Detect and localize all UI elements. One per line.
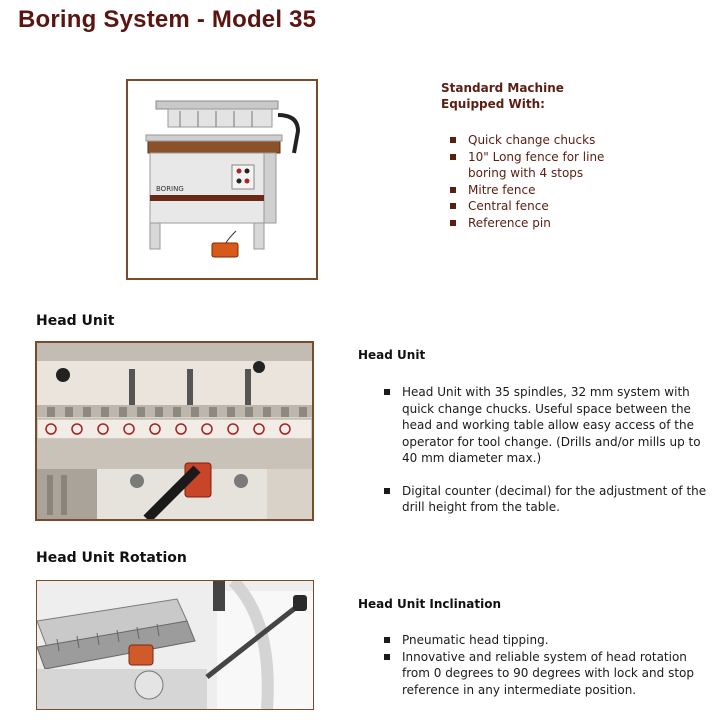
head-unit-photo [35, 341, 314, 521]
list-item: Digital counter (decimal) for the adjustment of the drill height from the table. [380, 483, 713, 516]
list-item: Innovative and reliable system of head rotation from 0 degrees to 90 degrees with lock and stop reference in any intermediate position. [380, 649, 713, 699]
head-unit-feature-list [380, 384, 713, 516]
head-rotation-photo [36, 580, 314, 710]
head-rotation-section-title: Head Unit Rotation [36, 550, 187, 566]
machine-panel-label: BORING [156, 185, 184, 193]
head-inclination-sub-heading: Head Unit Inclination [358, 597, 501, 611]
list-item: Central fence [446, 198, 621, 215]
list-item: Pneumatic head tipping. [380, 632, 713, 649]
head-unit-section-title: Head Unit [36, 313, 115, 329]
list-item: Mitre fence [446, 182, 621, 199]
list-item: Head Unit with 35 spindles, 32 mm system with quick change chucks. Useful space between the head and working table allow easy access of the operator for tool change. (Drills and/or mills up to 40 mm diameter max.) [380, 384, 713, 467]
machine-equipment-list [446, 132, 621, 231]
machine-photo [126, 79, 318, 280]
machine-heading: Standard Machine Equipped With: [441, 81, 564, 111]
list-item: Reference pin [446, 215, 621, 232]
list-item: 10" Long fence for line boring with 4 stops [446, 149, 621, 182]
head-unit-sub-heading: Head Unit [358, 348, 426, 362]
list-item: Quick change chucks [446, 132, 621, 149]
head-inclination-feature-list [380, 632, 713, 698]
page-title: Boring System - Model 35 [18, 6, 317, 33]
